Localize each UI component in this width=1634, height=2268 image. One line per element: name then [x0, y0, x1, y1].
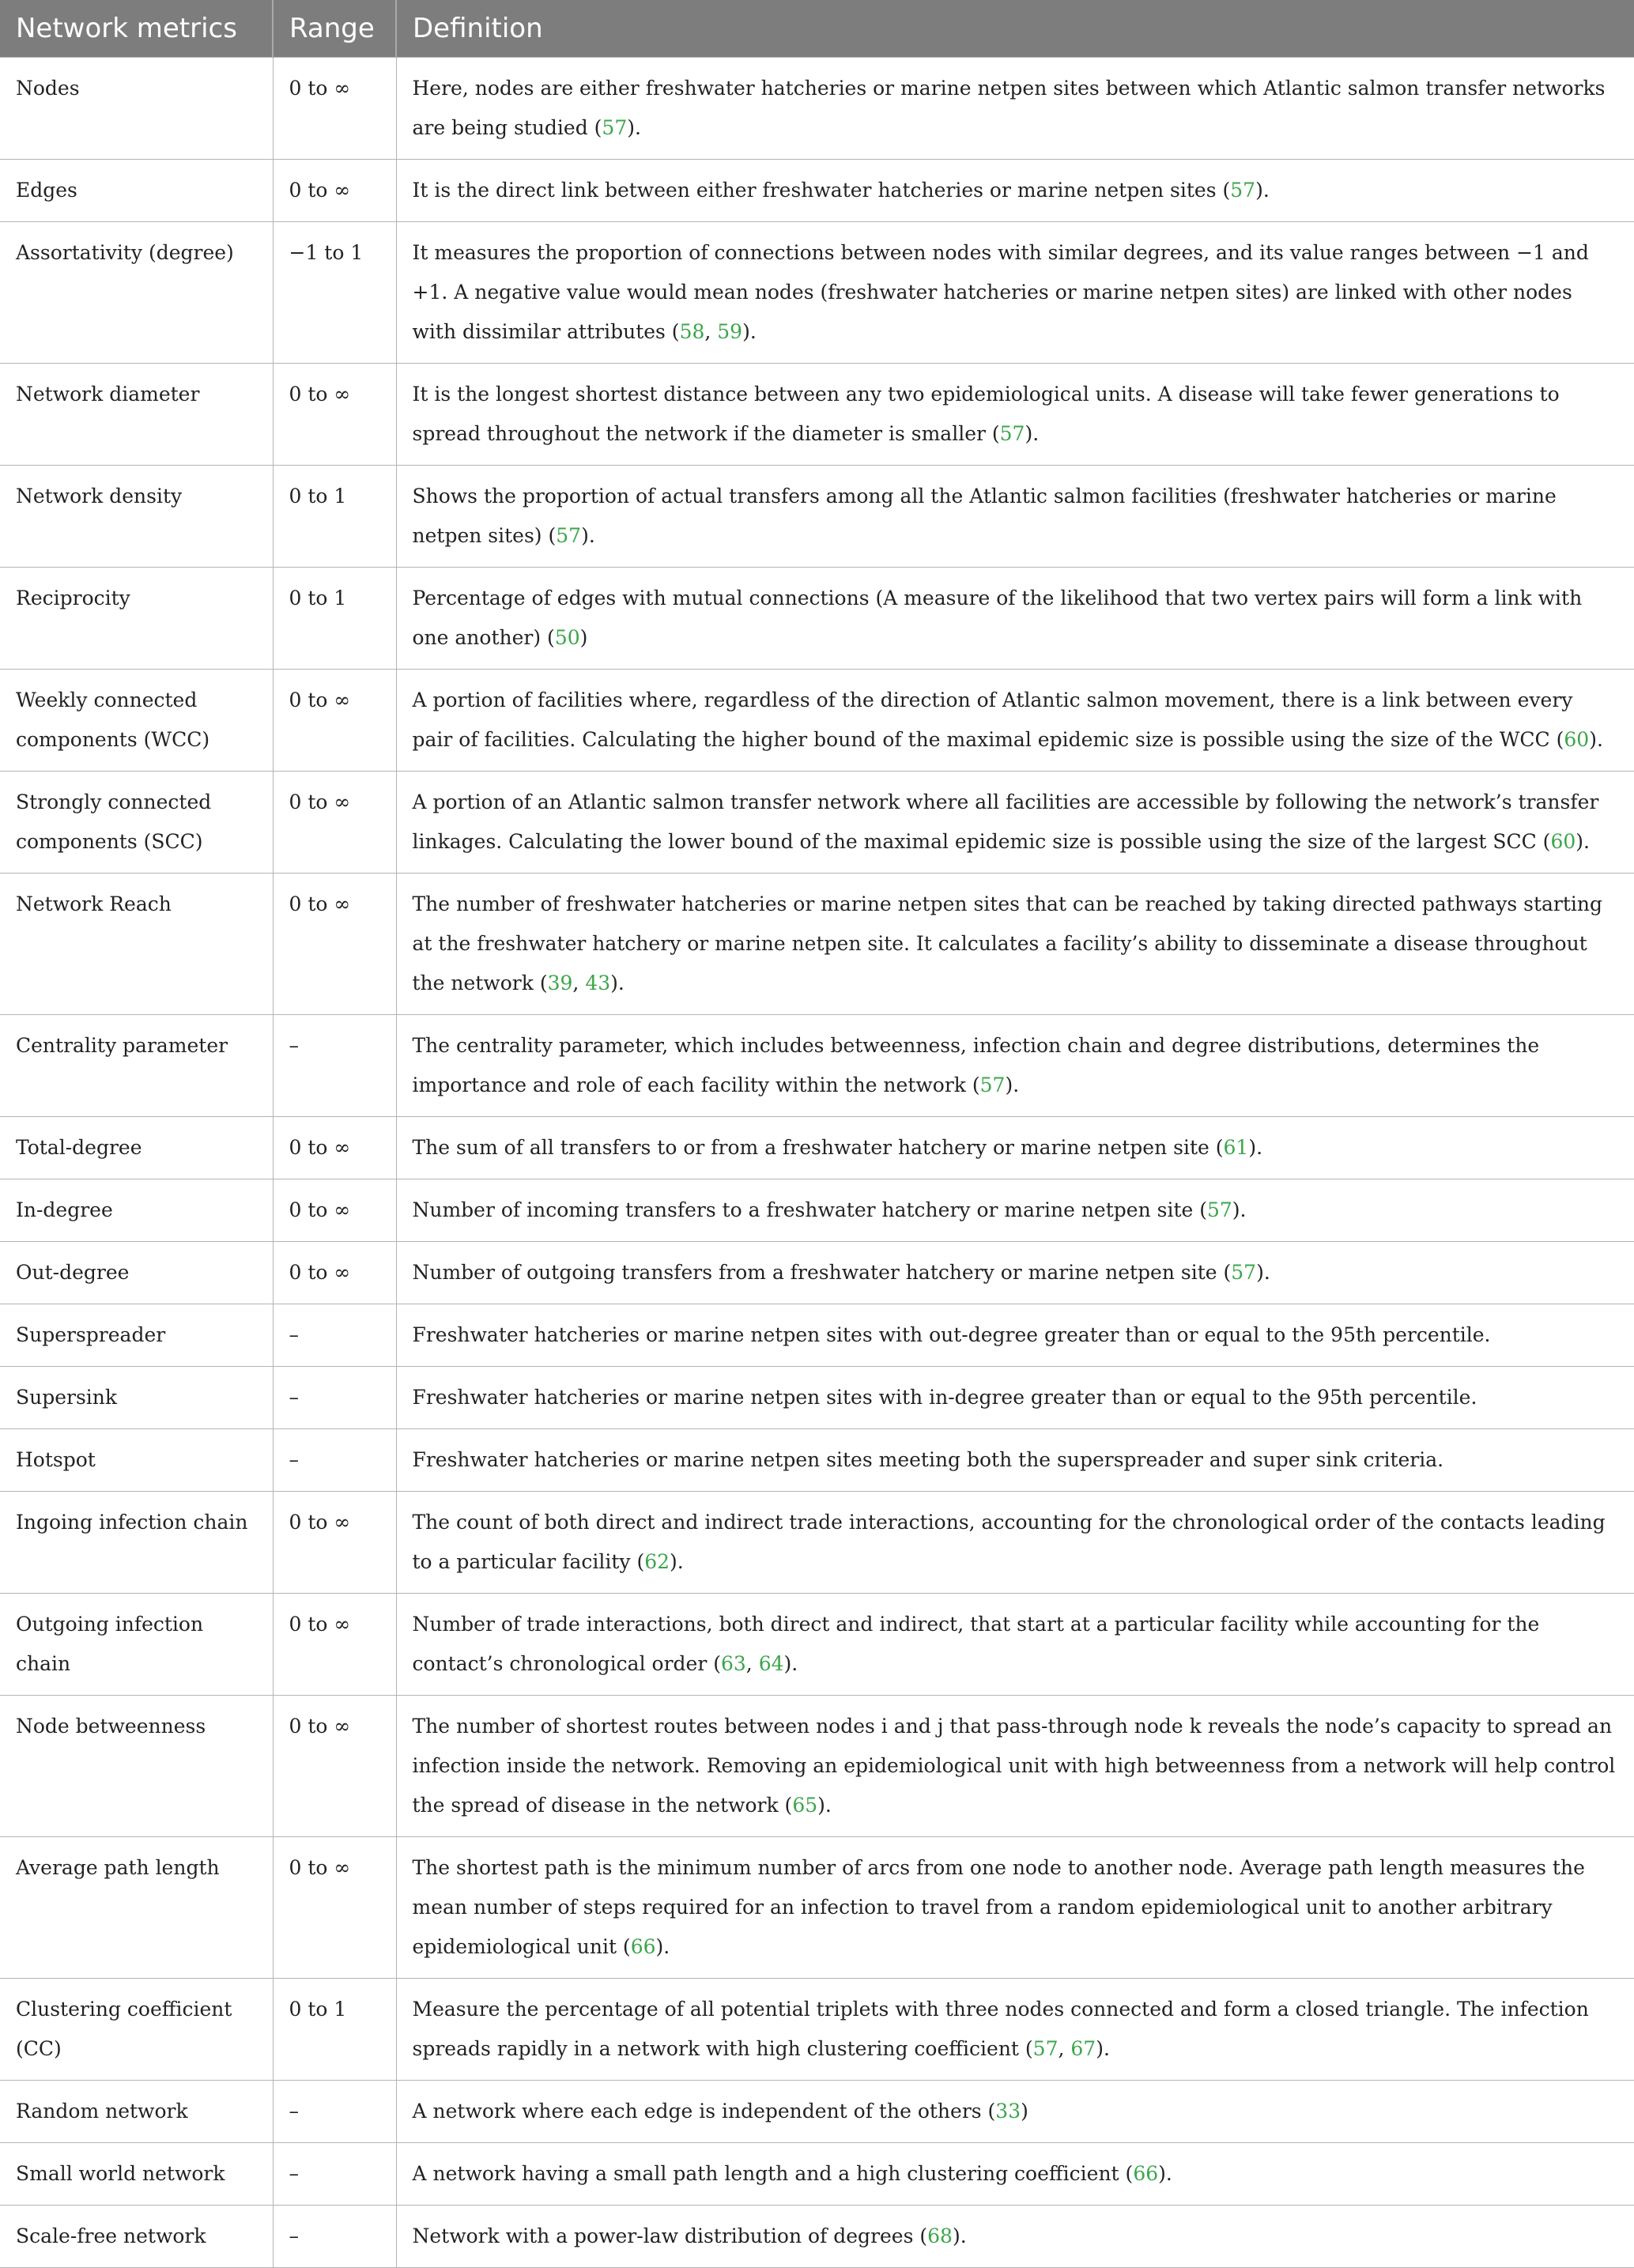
definition-cell: [396, 2143, 1634, 2206]
metric-cell: Hotspot: [0, 1429, 273, 1492]
metric-cell: Clustering coefficient (CC): [0, 1979, 273, 2081]
definition-text: ).: [783, 1652, 798, 1675]
metric-cell: Random network: [0, 2081, 273, 2143]
table-row: [0, 2143, 1634, 2206]
table-row: [0, 1696, 1634, 1837]
definition-text: Here, nodes are either freshwater hatcheries or marine netpen sites between which Atlantic salmon transfer networks are being studied (: [412, 77, 1606, 139]
definition-text: ).: [1576, 830, 1590, 853]
metric-cell: Node betweenness: [0, 1696, 273, 1837]
definition-text: ).: [670, 1550, 684, 1573]
citation-link[interactable]: 65: [792, 1794, 818, 1817]
definition-cell: [396, 1367, 1634, 1429]
range-cell: –: [273, 1429, 396, 1492]
range-cell: 0 to ∞: [273, 1242, 396, 1304]
citation-link[interactable]: 57: [602, 116, 628, 139]
table-row: [0, 1179, 1634, 1242]
definition-text: Number of incoming transfers to a freshwater hatchery or marine netpen site (: [412, 1198, 1207, 1221]
range-cell: 0 to ∞: [273, 1117, 396, 1179]
definition-cell: [396, 1594, 1634, 1696]
definition-text: A network where each edge is independent of the others (: [412, 2100, 996, 2123]
definition-cell: [396, 1979, 1634, 2081]
definition-text: ).: [1158, 2162, 1172, 2185]
definition-cell: [396, 2206, 1634, 2268]
metric-cell: Supersink: [0, 1367, 273, 1429]
definition-text: The number of freshwater hatcheries or marine netpen sites that can be reached by taking directed pathways starting at the freshwater hatchery or marine netpen site. It calculates a facility’s ability to disseminate a disease throughout the network (: [412, 892, 1603, 994]
definition-text: ).: [655, 1935, 670, 1958]
table-row: [0, 1837, 1634, 1979]
citation-link[interactable]: 57: [999, 422, 1025, 445]
table-row: [0, 466, 1634, 568]
definition-text: ,: [704, 320, 718, 343]
citation-link[interactable]: 43: [585, 972, 611, 994]
citation-link[interactable]: 57: [1230, 179, 1256, 202]
metric-cell: Small world network: [0, 2143, 273, 2206]
table-row: [0, 1242, 1634, 1304]
table-row: [0, 1429, 1634, 1492]
definition-text: It is the longest shortest distance between any two epidemiological units. A disease will take fewer generations to spread throughout the network if the diameter is smaller (: [412, 383, 1560, 445]
citation-link[interactable]: 60: [1550, 830, 1576, 853]
table-row: [0, 874, 1634, 1015]
citation-link[interactable]: 68: [927, 2225, 953, 2247]
citation-link[interactable]: 63: [720, 1652, 746, 1675]
citation-link[interactable]: 57: [556, 524, 582, 547]
definition-text: A network having a small path length and a high clustering coefficient (: [412, 2162, 1134, 2185]
definition-text: Network with a power-law distribution of degrees (: [412, 2225, 928, 2247]
range-cell: −1 to 1: [273, 222, 396, 364]
citation-link[interactable]: 60: [1564, 728, 1590, 751]
range-cell: 0 to 1: [273, 466, 396, 568]
table-row: [0, 1367, 1634, 1429]
citation-link[interactable]: 57: [1206, 1198, 1232, 1221]
table-row: [0, 364, 1634, 466]
metric-cell: Out-degree: [0, 1242, 273, 1304]
citation-link[interactable]: 50: [554, 626, 580, 649]
metric-cell: Reciprocity: [0, 568, 273, 670]
range-cell: –: [273, 1015, 396, 1117]
table-row: [0, 772, 1634, 874]
definition-text: Freshwater hatcheries or marine netpen sites meeting both the superspreader and super sink criteria.: [412, 1448, 1444, 1471]
definition-text: The count of both direct and indirect trade interactions, accounting for the chronological order of the contacts leading to a particular facility (: [412, 1511, 1606, 1573]
range-cell: 0 to ∞: [273, 874, 396, 1015]
definition-text: Freshwater hatcheries or marine netpen sites with out-degree greater than or equal to the 95th percentile.: [412, 1323, 1491, 1346]
definition-cell: [396, 160, 1634, 222]
definition-text: ).: [952, 2225, 967, 2247]
definition-text: ): [579, 626, 588, 649]
citation-link[interactable]: 59: [717, 320, 743, 343]
citation-link[interactable]: 57: [1032, 2037, 1059, 2060]
definition-cell: [396, 1492, 1634, 1594]
range-cell: 0 to ∞: [273, 160, 396, 222]
citation-link[interactable]: 33: [995, 2100, 1021, 2123]
header-row: [0, 0, 1634, 58]
citation-link[interactable]: 58: [679, 320, 705, 343]
definition-text: It is the direct link between either freshwater hatcheries or marine netpen sites (: [412, 179, 1231, 202]
table-row: [0, 1117, 1634, 1179]
definition-text: ).: [610, 972, 625, 994]
definition-cell: [396, 222, 1634, 364]
table-row: [0, 568, 1634, 670]
definition-cell: [396, 670, 1634, 772]
definition-text: Number of outgoing transfers from a freshwater hatchery or marine netpen site (: [412, 1261, 1232, 1284]
range-cell: 0 to ∞: [273, 1179, 396, 1242]
definition-text: The number of shortest routes between nodes i and j that pass-through node k reveals the node’s capacity to spread an infection inside the network. Removing an epidemiological unit with high betweenness from a network will help control the spread of disease in the network (: [412, 1715, 1616, 1817]
definition-cell: [396, 1242, 1634, 1304]
definition-text: Freshwater hatcheries or marine netpen sites with in-degree greater than or equal to the 95th percentile.: [412, 1386, 1477, 1409]
range-cell: –: [273, 1367, 396, 1429]
metric-cell: Network Reach: [0, 874, 273, 1015]
table-header: [0, 0, 1634, 58]
metric-cell: Assortativity (degree): [0, 222, 273, 364]
definition-text: ).: [1589, 728, 1603, 751]
definition-cell: [396, 874, 1634, 1015]
range-cell: 0 to 1: [273, 568, 396, 670]
citation-link[interactable]: 66: [630, 1935, 656, 1958]
definition-cell: [396, 1696, 1634, 1837]
metric-cell: Average path length: [0, 1837, 273, 1979]
range-cell: 0 to ∞: [273, 1837, 396, 1979]
metric-cell: Outgoing infection chain: [0, 1594, 273, 1696]
definition-text: ).: [627, 116, 641, 139]
definition-cell: [396, 466, 1634, 568]
header-network-metrics: Network metrics: [0, 0, 273, 58]
range-cell: 0 to ∞: [273, 772, 396, 874]
range-cell: –: [273, 2081, 396, 2143]
citation-link[interactable]: 57: [1231, 1261, 1257, 1284]
definition-text: Shows the proportion of actual transfers among all the Atlantic salmon facilities (freshwater hatcheries or marine netpen sites) (: [412, 485, 1557, 547]
definition-text: ).: [1025, 422, 1040, 445]
citation-link[interactable]: 39: [547, 972, 573, 994]
range-cell: 0 to ∞: [273, 1594, 396, 1696]
citation-link[interactable]: 67: [1070, 2037, 1096, 2060]
metric-cell: Centrality parameter: [0, 1015, 273, 1117]
table-row: [0, 58, 1634, 160]
definition-text: ).: [742, 320, 757, 343]
range-cell: 0 to ∞: [273, 58, 396, 160]
definition-cell: [396, 2081, 1634, 2143]
definition-text: A portion of facilities where, regardless of the direction of Atlantic salmon movement, there is a link between every pair of facilities. Calculating the higher bound of the maximal epidemic size is possible using the size of the WCC (: [412, 689, 1573, 751]
table-row: [0, 2206, 1634, 2268]
metric-cell: Ingoing infection chain: [0, 1492, 273, 1594]
table-row: [0, 670, 1634, 772]
range-cell: 0 to 1: [273, 1979, 396, 2081]
definition-text: Number of trade interactions, both direct and indirect, that start at a particular facility while accounting for the contact’s chronological order (: [412, 1613, 1540, 1675]
definition-text: ).: [1005, 1074, 1020, 1096]
range-cell: 0 to ∞: [273, 1492, 396, 1594]
table-row: [0, 222, 1634, 364]
metric-cell: Network diameter: [0, 364, 273, 466]
definition-text: ).: [1232, 1198, 1247, 1221]
metric-cell: Strongly connected components (SCC): [0, 772, 273, 874]
definition-cell: [396, 1429, 1634, 1492]
definition-text: ).: [1248, 1136, 1263, 1159]
range-cell: –: [273, 1304, 396, 1367]
definition-cell: [396, 1837, 1634, 1979]
definition-text: ).: [581, 524, 595, 547]
range-cell: –: [273, 2143, 396, 2206]
citation-link[interactable]: 57: [979, 1074, 1006, 1096]
citation-link[interactable]: 66: [1133, 2162, 1159, 2185]
metric-cell: Nodes: [0, 58, 273, 160]
header-range: Range: [273, 0, 396, 58]
metric-cell: Weekly connected components (WCC): [0, 670, 273, 772]
definition-cell: [396, 1179, 1634, 1242]
definition-text: ): [1021, 2100, 1028, 2123]
citation-link[interactable]: 64: [758, 1652, 784, 1675]
table-row: [0, 1015, 1634, 1117]
definition-text: ,: [745, 1652, 759, 1675]
metric-cell: Scale-free network: [0, 2206, 273, 2268]
definition-cell: [396, 772, 1634, 874]
definition-text: ).: [1096, 2037, 1110, 2060]
table-row: [0, 1304, 1634, 1367]
definition-text: Measure the percentage of all potential triplets with three nodes connected and form a closed triangle. The infection spreads rapidly in a network with high clustering coefficient (: [412, 1998, 1589, 2060]
definition-cell: [396, 364, 1634, 466]
definition-text: The sum of all transfers to or from a freshwater hatchery or marine netpen site (: [412, 1136, 1224, 1159]
definition-cell: [396, 1304, 1634, 1367]
table-row: [0, 1594, 1634, 1696]
metric-cell: Superspreader: [0, 1304, 273, 1367]
header-definition: Definition: [396, 0, 1634, 58]
definition-text: The centrality parameter, which includes betweenness, infection chain and degree distributions, determines the importance and role of each facility within the network (: [412, 1034, 1540, 1096]
definition-text: ).: [817, 1794, 832, 1817]
metric-cell: In-degree: [0, 1179, 273, 1242]
definition-cell: [396, 58, 1634, 160]
definition-text: The shortest path is the minimum number of arcs from one node to another node. Average path length measures the mean number of steps required for an infection to travel from a random epidemiological unit to another arbitrary epidemiological unit (: [412, 1856, 1585, 1958]
table-row: [0, 160, 1634, 222]
metric-cell: Total-degree: [0, 1117, 273, 1179]
citation-link[interactable]: 61: [1223, 1136, 1249, 1159]
table-row: [0, 2081, 1634, 2143]
definition-text: ).: [1256, 1261, 1270, 1284]
table-body: [0, 58, 1634, 2268]
citation-link[interactable]: 62: [644, 1550, 670, 1573]
range-cell: 0 to ∞: [273, 1696, 396, 1837]
table-row: [0, 1979, 1634, 2081]
range-cell: 0 to ∞: [273, 364, 396, 466]
definition-cell: [396, 568, 1634, 670]
definition-text: ,: [1058, 2037, 1071, 2060]
metric-cell: Edges: [0, 160, 273, 222]
range-cell: –: [273, 2206, 396, 2268]
metric-cell: Network density: [0, 466, 273, 568]
definition-text: Percentage of edges with mutual connections (A measure of the likelihood that two vertex pairs will form a link with one another) (: [412, 587, 1583, 649]
range-cell: 0 to ∞: [273, 670, 396, 772]
definition-cell: [396, 1015, 1634, 1117]
definition-text: ,: [572, 972, 586, 994]
definition-cell: [396, 1117, 1634, 1179]
definition-text: A portion of an Atlantic salmon transfer network where all facilities are accessible by following the network’s transfer linkages. Calculating the lower bound of the maximal epidemic size is possible using the size of the largest SCC (: [412, 791, 1599, 853]
definition-text: It measures the proportion of connections between nodes with similar degrees, and its value ranges between −1 and +1. A negative value would mean nodes (freshwater hatcheries or marine netpen sites) are linked with other nodes with dissimilar attributes (: [412, 241, 1589, 343]
table-row: [0, 1492, 1634, 1594]
definition-text: ).: [1255, 179, 1270, 202]
